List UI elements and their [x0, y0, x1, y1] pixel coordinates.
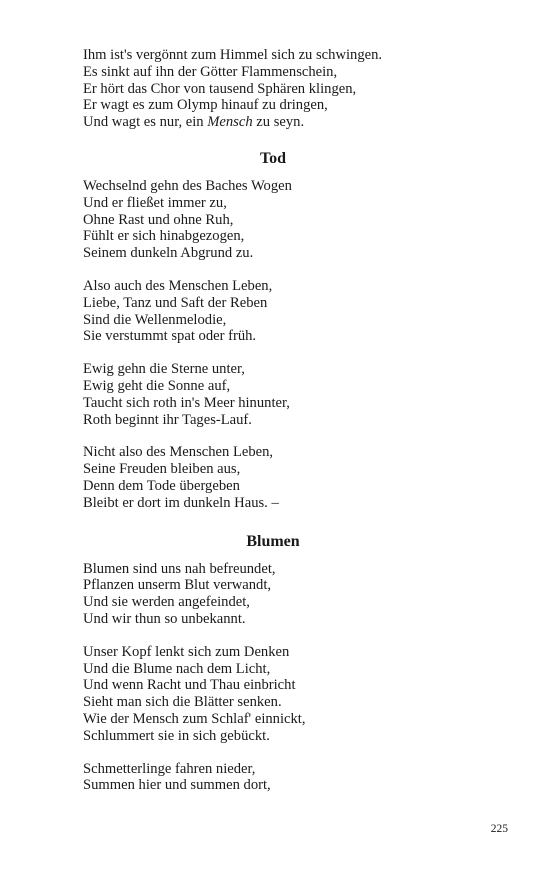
verse-line: Wechselnd gehn des Baches Wogen [83, 177, 292, 194]
verse-line: Schlummert sie in sich gebückt. [83, 727, 270, 744]
verse-line: Liebe, Tanz und Saft der Reben [83, 294, 268, 311]
emphasized-word: Mensch [207, 114, 253, 131]
verse-line: Sind die Wellenmelodie, [83, 311, 227, 328]
verse-line: Bleibt er dort im dunkeln Haus. – [83, 494, 279, 511]
verse-line: Unser Kopf lenkt sich zum Denken [83, 643, 290, 660]
stanza [83, 178, 523, 262]
verse-line: Er wagt es zum Olymp hinauf zu dringen, [83, 97, 328, 114]
verse-line: Also auch des Menschen Leben, [83, 277, 273, 294]
poem-title-tod: Tod [259, 149, 287, 167]
verse-line: Und die Blume nach dem Licht, [83, 660, 271, 677]
verse-line: Summen hier und summen dort, [83, 777, 271, 794]
verse-line: Nicht also des Menschen Leben, [83, 444, 274, 461]
verse-line: Sieht man sich die Blätter senken. [83, 694, 282, 711]
verse-line: Es sinkt auf ihn der Götter Flammenschein, [83, 63, 338, 80]
poem-title-blumen: Blumen [246, 532, 300, 550]
verse-line: Denn dem Tode übergeben [83, 477, 240, 494]
verse-line: Fühlt er sich hinabgezogen, [83, 228, 245, 245]
verse-line: Blumen sind uns nah befreundet, [83, 560, 276, 577]
verse-line: Sie verstummt spat oder früh. [83, 328, 257, 345]
verse-line: Seine Freuden bleiben aus, [83, 461, 241, 478]
verse-line: Ohne Rast und ohne Ruh, [83, 211, 234, 228]
verse-line: Und er fließet immer zu, [83, 194, 227, 211]
verse-line: Ewig geht die Sonne auf, [83, 377, 231, 394]
verse-line: Seinem dunkeln Abgrund zu. [83, 245, 254, 262]
verse-line: Ewig gehn die Sterne unter, [83, 361, 245, 378]
verse-line: Ihm ist's vergönnt zum Himmel sich zu schwingen. [83, 47, 383, 63]
verse-line: Roth beginnt ihr Tages-Lauf. [83, 411, 252, 428]
stanza [83, 444, 523, 511]
verse-line: Taucht sich roth in's Meer hinunter, [83, 394, 290, 411]
verse-line: Wie der Mensch zum Schlaf' einnickt, [83, 710, 306, 727]
page-number: 225 [490, 823, 508, 835]
stanza [83, 644, 523, 745]
page-content [83, 47, 523, 794]
stanza [83, 761, 523, 795]
verse-line: Er hört das Chor von tausend Sphären klingen, [83, 80, 357, 97]
verse-line: Schmetterlinge fahren nieder, [83, 760, 256, 777]
verse-line: Und wir thun so unbekannt. [83, 610, 246, 627]
stanza [83, 278, 523, 345]
verse-line: Pflanzen unserm Blut verwandt, [83, 577, 272, 594]
opening-stanza [83, 47, 523, 131]
verse-line: Und wagt es nur, ein Mensch zu seyn. [83, 114, 305, 131]
verse-line: Und sie werden angefeindet, [83, 594, 250, 611]
stanza [83, 561, 523, 628]
stanza [83, 361, 523, 428]
verse-line: Und wenn Racht und Thau einbricht [83, 677, 296, 694]
